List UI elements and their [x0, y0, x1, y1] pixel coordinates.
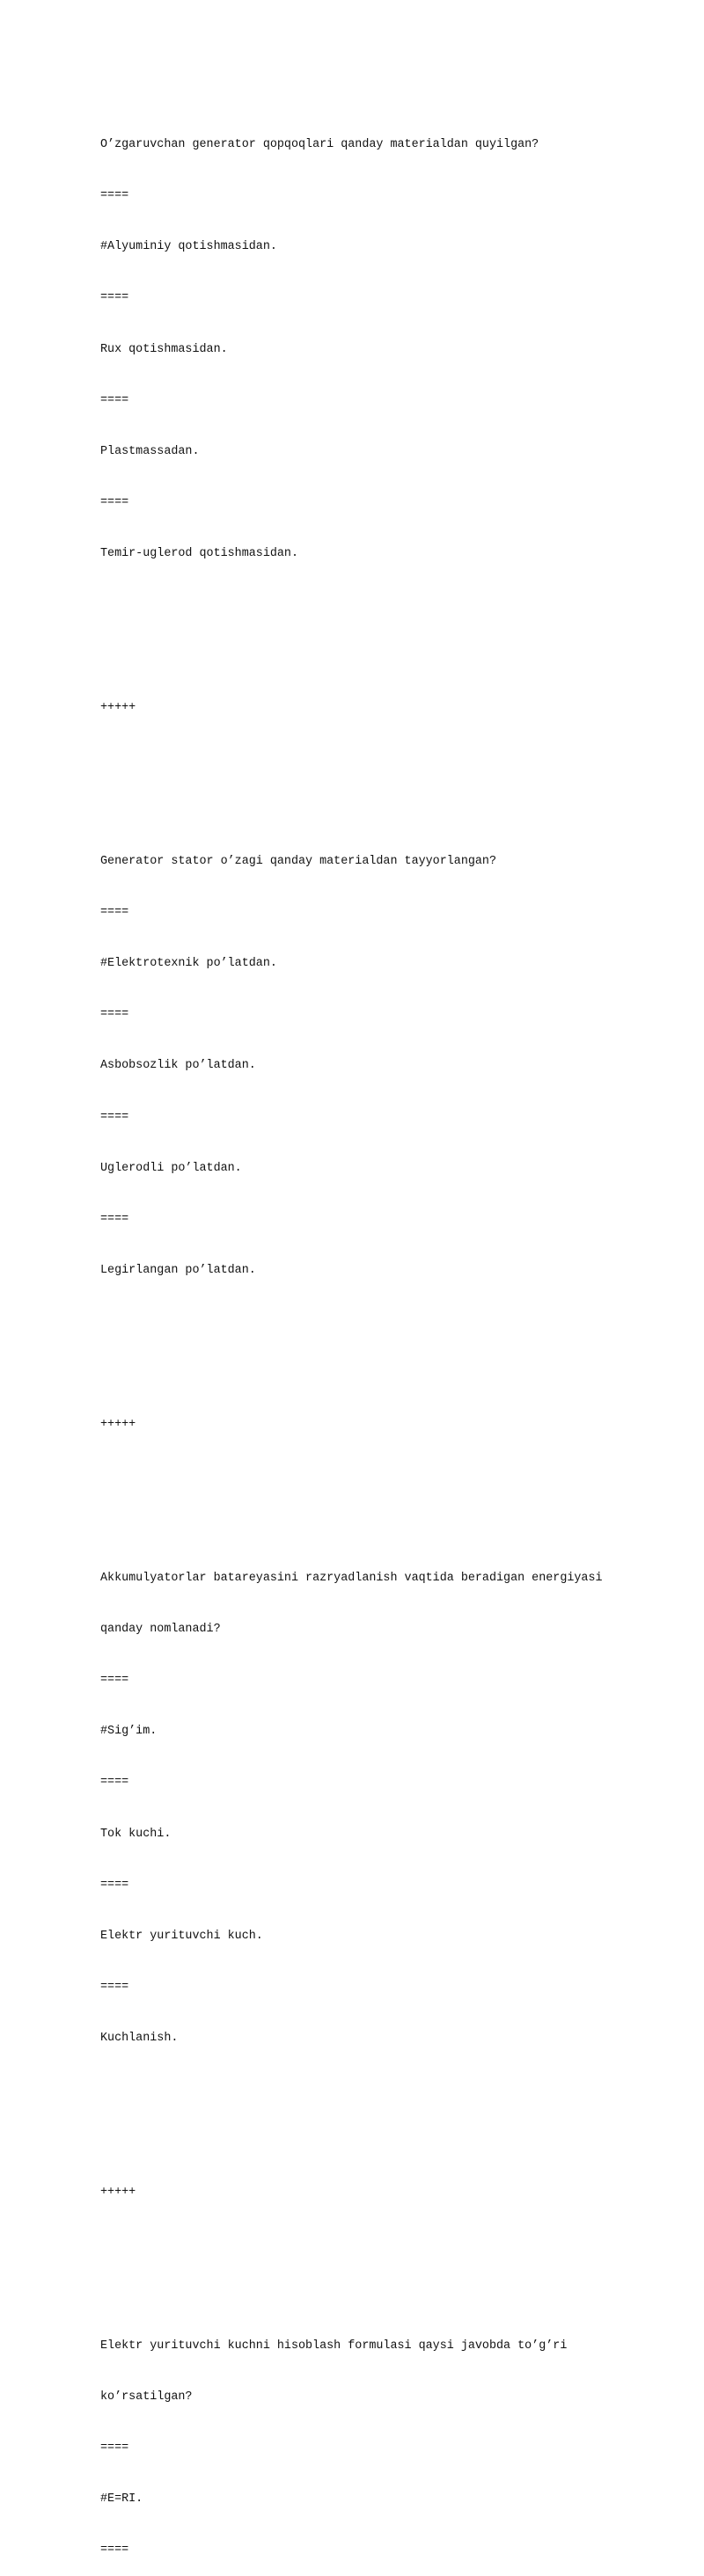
blank-line — [100, 648, 628, 665]
answer-option: Plastmassadan. — [100, 445, 200, 459]
blank-line — [100, 2286, 628, 2302]
answer-correct: #Elektrotexnik po’latdan. — [100, 957, 277, 971]
separator: ==== — [100, 1776, 129, 1790]
blank-line — [100, 1518, 628, 1535]
question-delimiter: +++++ — [100, 2185, 136, 2199]
blank-line — [100, 1313, 628, 1330]
separator: ==== — [100, 1981, 129, 1995]
blank-line — [100, 1365, 628, 1382]
separator: ==== — [100, 1673, 129, 1687]
answer-option: Temir-uglerod qotishmasidan. — [100, 547, 298, 561]
answer-option: Uglerodli po’latdan. — [100, 1161, 242, 1175]
blank-line — [100, 750, 628, 767]
separator: ==== — [100, 1110, 129, 1124]
answer-correct: #Alyuminiy qotishmasidan. — [100, 240, 277, 254]
question-1-text: O’zgaruvchan generator qopqoqlari qanday materialdan quyilgan? — [100, 137, 539, 151]
separator: ==== — [100, 1878, 129, 1892]
separator: ==== — [100, 291, 129, 305]
answer-option: Asbobsozlik po’latdan. — [100, 1059, 256, 1073]
separator: ==== — [100, 189, 129, 203]
blank-line — [100, 1467, 628, 1484]
blank-line — [100, 2133, 628, 2149]
separator: ==== — [100, 2543, 129, 2558]
separator: ==== — [100, 496, 129, 510]
question-delimiter: +++++ — [100, 701, 136, 715]
blank-line — [100, 2082, 628, 2098]
question-4-text: Elektr yurituvchi kuchni hisoblash formulasi qaysi javobda to’g’ri — [100, 2339, 568, 2353]
answer-option: Legirlangan po’latdan. — [100, 1264, 256, 1278]
question-4-text-continued: ko’rsatilgan? — [100, 2390, 193, 2404]
answer-correct: #E=RI. — [100, 2492, 143, 2507]
question-delimiter: +++++ — [100, 1417, 136, 1431]
document-page — [100, 102, 628, 2576]
question-3-text-continued: qanday nomlanadi? — [100, 1622, 221, 1636]
separator: ==== — [100, 905, 129, 919]
separator: ==== — [100, 1008, 129, 1022]
separator: ==== — [100, 1213, 129, 1227]
answer-option: Elektr yurituvchi kuch. — [100, 1929, 263, 1943]
question-2-text: Generator stator o’zagi qanday materialdan tayyorlangan? — [100, 854, 496, 868]
question-3-text: Akkumulyatorlar batareyasini razryadlanish vaqtida beradigan energiyasi — [100, 1571, 603, 1585]
blank-line — [100, 2235, 628, 2251]
separator: ==== — [100, 393, 129, 407]
blank-line — [100, 801, 628, 818]
answer-option: Rux qotishmasidan. — [100, 342, 228, 356]
answer-option: Tok kuchi. — [100, 1827, 172, 1841]
answer-correct: #Sig’im. — [100, 1725, 158, 1739]
blank-line — [100, 597, 628, 614]
separator: ==== — [100, 2441, 129, 2455]
answer-option: Kuchlanish. — [100, 2032, 179, 2046]
